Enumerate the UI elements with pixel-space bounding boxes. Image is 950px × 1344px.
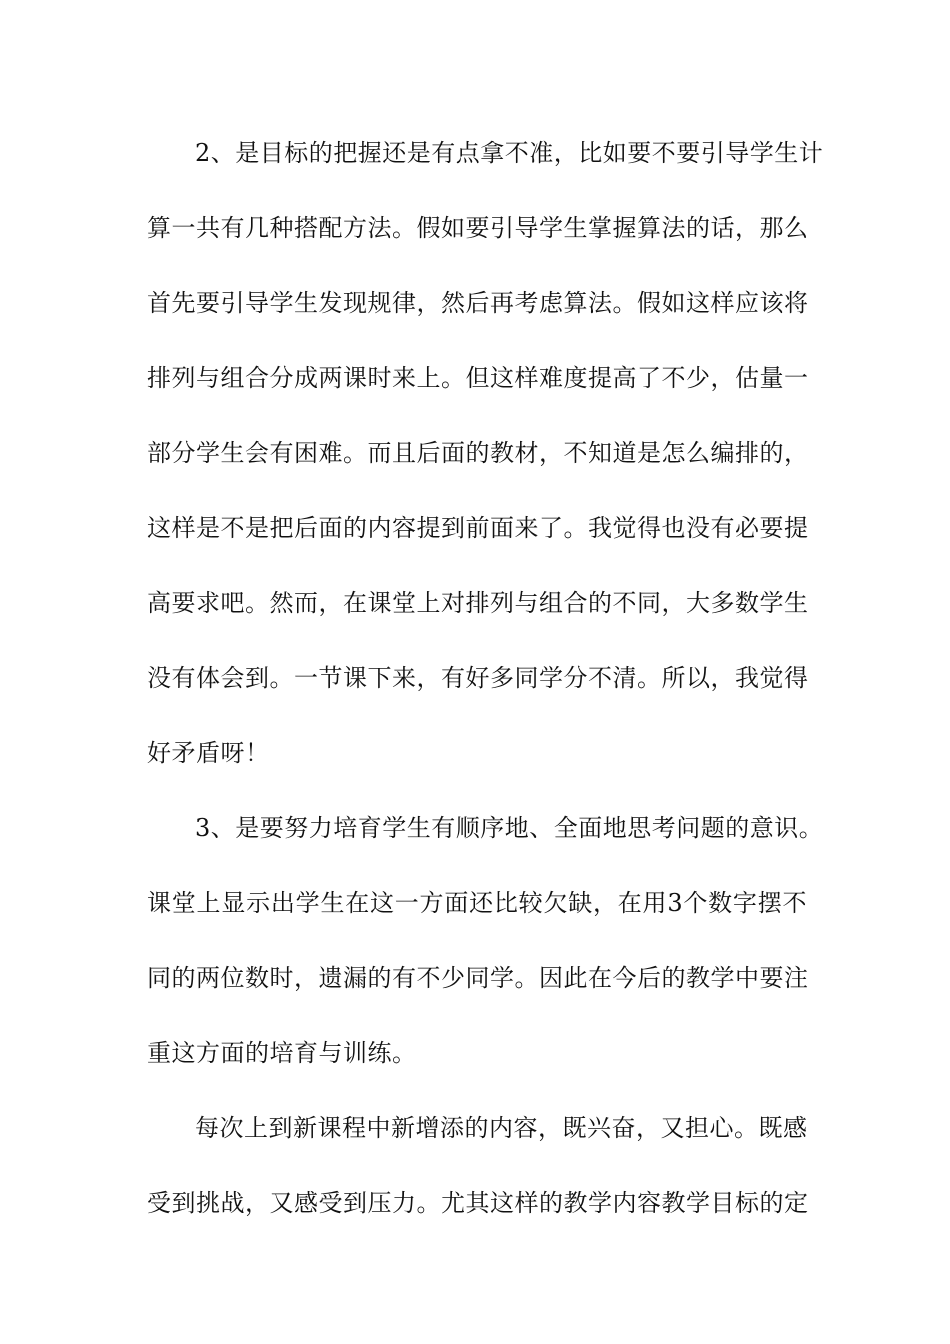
- paragraph-2-line-2: 算一共有几种搭配方法。假如要引导学生掌握算法的话，那么: [147, 214, 809, 242]
- paragraph-2-line-9: 好矛盾呀！: [147, 739, 270, 767]
- paragraph-3-line-2: 课堂上显示出学生在这一方面还比较欠缺，在用3个数字摆不: [147, 889, 807, 917]
- paragraph-2-line-7: 高要求吧。然而，在课堂上对排列与组合的不同，大多数学生: [147, 589, 809, 617]
- paragraph-3-line-1: 3、是要努力培育学生有顺序地、全面地思考问题的意识。: [195, 814, 824, 842]
- paragraph-3-line-3: 同的两位数时，遗漏的有不少同学。因此在今后的教学中要注: [147, 964, 809, 992]
- paragraph-2-line-8: 没有体会到。一节课下来，有好多同学分不清。所以，我觉得: [147, 664, 809, 692]
- paragraph-2-line-5: 部分学生会有困难。而且后面的教材，不知道是怎么编排的，: [147, 439, 809, 467]
- paragraph-4-line-1: 每次上到新课程中新增添的内容，既兴奋，又担心。既感: [195, 1114, 808, 1142]
- paragraph-2-line-3: 首先要引导学生发现规律，然后再考虑算法。假如这样应该将: [147, 289, 809, 317]
- paragraph-2-line-6: 这样是不是把后面的内容提到前面来了。我觉得也没有必要提: [147, 514, 809, 542]
- paragraph-3-line-4: 重这方面的培育与训练。: [147, 1039, 417, 1067]
- paragraph-4-line-2: 受到挑战，又感受到压力。尤其这样的教学内容教学目标的定: [147, 1189, 809, 1217]
- paragraph-2-line-1: 2、是目标的把握还是有点拿不准，比如要不要引导学生计: [195, 139, 824, 167]
- paragraph-2-line-4: 排列与组合分成两课时来上。但这样难度提高了不少，估量一: [147, 364, 809, 392]
